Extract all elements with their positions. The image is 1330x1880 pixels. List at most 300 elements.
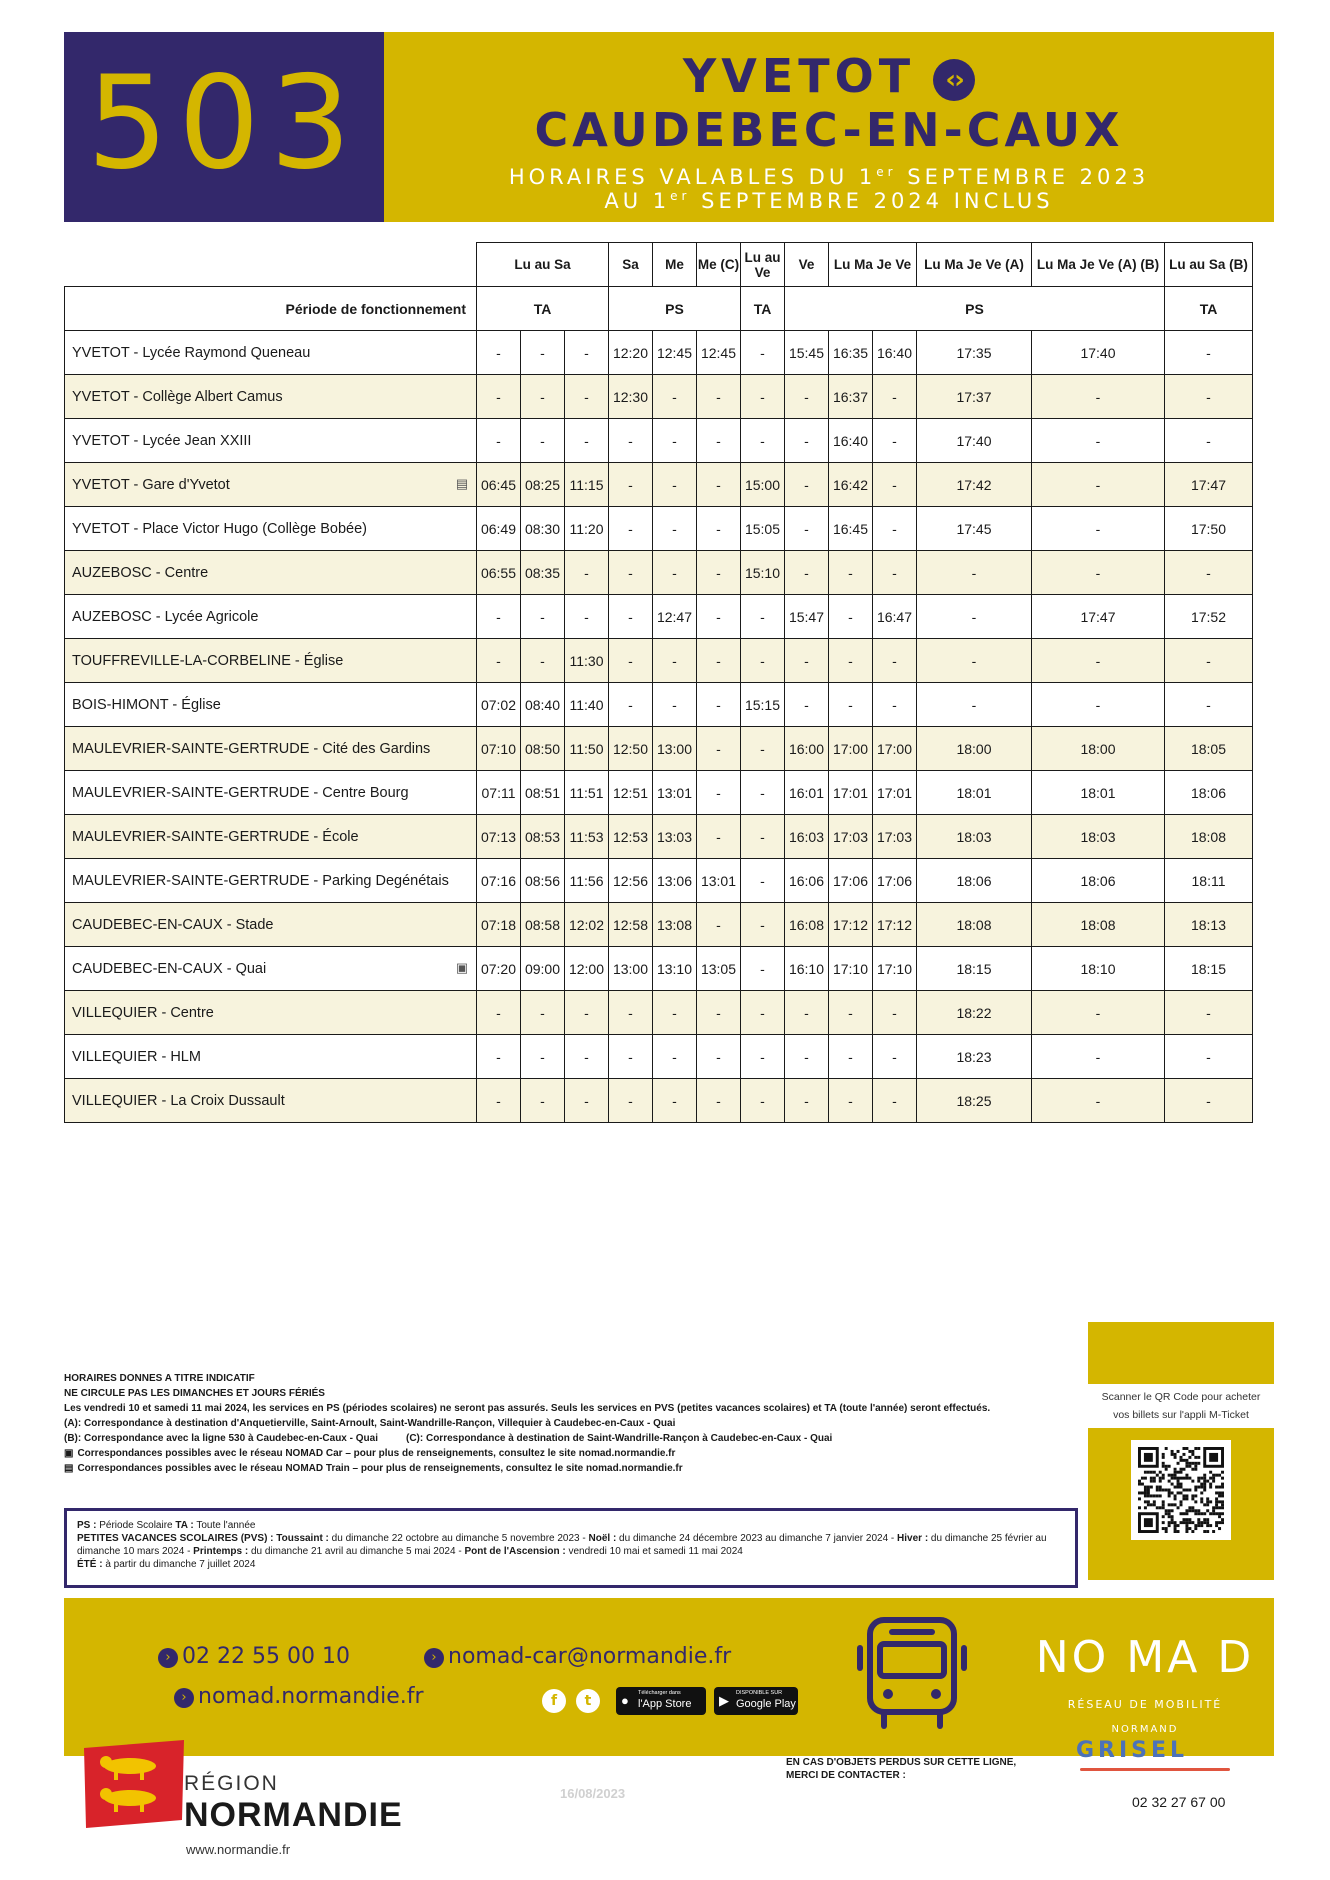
time-cell: 11:40 xyxy=(565,683,609,727)
arrow-icon: › xyxy=(174,1688,194,1708)
period-cell: PS xyxy=(609,287,741,331)
table-row xyxy=(65,595,1253,639)
legend-ps-ta: PS : Période Scolaire TA : Toute l'année xyxy=(77,1520,256,1531)
day-header: Me xyxy=(653,243,697,287)
time-cell: 08:56 xyxy=(521,859,565,903)
table-row xyxy=(65,551,1253,595)
time-cell: 17:50 xyxy=(1165,507,1253,551)
time-cell: 13:03 xyxy=(653,815,697,859)
day-header-row xyxy=(65,243,1253,287)
both-directions-icon: ‹› xyxy=(933,59,975,101)
app-store-badge[interactable]: ● Télécharger dans l'App Store xyxy=(616,1687,706,1715)
play-icon: ▶ xyxy=(719,1693,729,1708)
table-row xyxy=(65,815,1253,859)
email-link[interactable]: › nomad-car@normandie.fr xyxy=(424,1644,731,1669)
time-cell: 16:37 xyxy=(829,375,873,419)
time-cell: 12:45 xyxy=(697,331,741,375)
table-row xyxy=(65,991,1253,1035)
time-cell: - xyxy=(697,595,741,639)
time-cell: 18:06 xyxy=(1165,771,1253,815)
time-cell: - xyxy=(477,375,521,419)
time-cell: 18:15 xyxy=(1165,947,1253,991)
time-cell: 18:01 xyxy=(1032,771,1165,815)
time-cell: - xyxy=(565,375,609,419)
time-cell: - xyxy=(565,1035,609,1079)
time-cell: 18:22 xyxy=(917,991,1032,1035)
time-cell: - xyxy=(1165,991,1253,1035)
time-cell: - xyxy=(697,771,741,815)
qr-caption: Scanner le QR Code pour acheter vos billets sur l'appli M-Ticket xyxy=(1088,1384,1274,1428)
time-cell: - xyxy=(829,991,873,1035)
time-cell: - xyxy=(741,595,785,639)
time-cell: 17:06 xyxy=(873,859,917,903)
bus-icon: ▣ xyxy=(64,1448,74,1459)
time-cell: - xyxy=(521,1079,565,1123)
legend-box xyxy=(64,1508,1078,1588)
stop-name: AUZEBOSC - Lycée Agricole xyxy=(65,595,477,639)
time-cell: 18:11 xyxy=(1165,859,1253,903)
time-cell: 17:10 xyxy=(829,947,873,991)
train-icon: ▤ xyxy=(64,1463,74,1474)
day-header: Lu au Sa xyxy=(477,243,609,287)
time-cell: - xyxy=(697,683,741,727)
time-cell: 09:00 xyxy=(521,947,565,991)
time-cell: 07:20 xyxy=(477,947,521,991)
time-cell: - xyxy=(697,1035,741,1079)
region-name: NORMANDIE xyxy=(184,1796,403,1834)
time-cell: - xyxy=(741,419,785,463)
time-cell: 12:45 xyxy=(653,331,697,375)
table-row xyxy=(65,727,1253,771)
time-cell: - xyxy=(697,375,741,419)
time-cell: - xyxy=(917,551,1032,595)
table-row xyxy=(65,683,1253,727)
note-ne-circule: NE CIRCULE PAS LES DIMANCHES ET JOURS FÉRIÉS xyxy=(64,1388,325,1399)
time-cell: - xyxy=(785,991,829,1035)
time-cell: 08:58 xyxy=(521,903,565,947)
period-label: Période de fonctionnement xyxy=(65,287,477,331)
time-cell: - xyxy=(565,991,609,1035)
time-cell: - xyxy=(1032,507,1165,551)
time-cell: 12:58 xyxy=(609,903,653,947)
legend-ete: ÉTÉ : à partir du dimanche 7 juillet 2024 xyxy=(77,1559,256,1570)
time-cell: - xyxy=(1032,375,1165,419)
time-cell: - xyxy=(741,639,785,683)
time-cell: - xyxy=(609,595,653,639)
time-cell: 18:00 xyxy=(917,727,1032,771)
region-normandie-flag-icon xyxy=(78,1738,190,1830)
day-header: Lu au Sa (B) xyxy=(1165,243,1253,287)
region-word: RÉGION xyxy=(184,1772,279,1795)
time-cell: 18:06 xyxy=(917,859,1032,903)
note-indicatif: HORAIRES DONNES A TITRE INDICATIF xyxy=(64,1373,255,1384)
time-cell: - xyxy=(741,1035,785,1079)
time-cell: 13:08 xyxy=(653,903,697,947)
time-cell: - xyxy=(697,1079,741,1123)
time-cell: 16:03 xyxy=(785,815,829,859)
time-cell: - xyxy=(521,639,565,683)
time-cell: 11:56 xyxy=(565,859,609,903)
time-cell: 12:53 xyxy=(609,815,653,859)
timetable xyxy=(64,242,1253,1123)
time-cell: - xyxy=(521,331,565,375)
time-cell: 11:53 xyxy=(565,815,609,859)
time-cell: - xyxy=(477,419,521,463)
apple-icon: ● xyxy=(621,1693,629,1708)
time-cell: 07:02 xyxy=(477,683,521,727)
time-cell: 18:23 xyxy=(917,1035,1032,1079)
qr-code[interactable] xyxy=(1131,1440,1231,1540)
table-row xyxy=(65,771,1253,815)
header-blank-cell xyxy=(65,243,477,287)
bus-icon xyxy=(856,1612,968,1732)
time-cell: - xyxy=(741,947,785,991)
route-title-panel xyxy=(384,32,1274,222)
time-cell: 12:56 xyxy=(609,859,653,903)
time-cell: 18:08 xyxy=(1032,903,1165,947)
time-cell: - xyxy=(1165,419,1253,463)
time-cell: 17:01 xyxy=(829,771,873,815)
time-cell: - xyxy=(741,991,785,1035)
qr-code-image xyxy=(1138,1447,1224,1533)
time-cell: - xyxy=(609,639,653,683)
time-cell: - xyxy=(653,991,697,1035)
time-cell: 07:10 xyxy=(477,727,521,771)
time-cell: - xyxy=(785,463,829,507)
time-cell: - xyxy=(741,375,785,419)
time-cell: - xyxy=(653,551,697,595)
contact-band xyxy=(64,1598,1274,1756)
time-cell: 08:30 xyxy=(521,507,565,551)
time-cell: - xyxy=(1032,551,1165,595)
time-cell: - xyxy=(521,419,565,463)
operator-phone[interactable]: 02 32 27 67 00 xyxy=(1132,1794,1226,1810)
time-cell: 17:06 xyxy=(829,859,873,903)
time-cell: 11:50 xyxy=(565,727,609,771)
route-destination: CAUDEBEC-EN-CAUX xyxy=(534,103,1124,157)
time-cell: - xyxy=(1165,683,1253,727)
time-cell: - xyxy=(829,595,873,639)
time-cell: - xyxy=(1032,991,1165,1035)
time-cell: 06:45 xyxy=(477,463,521,507)
document-date: 16/08/2023 xyxy=(560,1786,626,1801)
operator-logo-underline xyxy=(1080,1768,1230,1771)
time-cell: - xyxy=(873,375,917,419)
table-row xyxy=(65,331,1253,375)
table-row xyxy=(65,859,1253,903)
time-cell: - xyxy=(1032,1035,1165,1079)
time-cell: 12:02 xyxy=(565,903,609,947)
time-cell: 07:13 xyxy=(477,815,521,859)
twitter-icon[interactable]: t xyxy=(576,1689,600,1713)
time-cell: - xyxy=(917,595,1032,639)
time-cell: - xyxy=(653,507,697,551)
time-cell: 11:30 xyxy=(565,639,609,683)
website-link[interactable]: › nomad.normandie.fr xyxy=(174,1684,424,1709)
arrow-icon: › xyxy=(158,1648,178,1668)
time-cell: 06:49 xyxy=(477,507,521,551)
nomad-logo: NO MA D xyxy=(1035,1632,1255,1683)
time-cell: 17:00 xyxy=(829,727,873,771)
stop-name: YVETOT - Lycée Raymond Queneau xyxy=(65,331,477,375)
nomad-tagline: RÉSEAU DE MOBILITÉ xyxy=(1067,1698,1223,1711)
day-header: Lu Ma Je Ve (A) xyxy=(917,243,1032,287)
region-url[interactable]: www.normandie.fr xyxy=(186,1842,291,1857)
train-icon: ▤ xyxy=(455,476,469,491)
time-cell: - xyxy=(697,903,741,947)
note-b-c: (B): Correspondance avec la ligne 530 à Caudebec-en-Caux - Quai (C): Correspondance à destination de Saint-Wandrille-Rançon à Caudebec-en-Caux - Quai xyxy=(64,1433,833,1444)
operator-logo: GRISEL xyxy=(1076,1738,1189,1763)
stop-name: VILLEQUIER - HLM xyxy=(65,1035,477,1079)
time-cell: - xyxy=(873,639,917,683)
time-cell: 18:08 xyxy=(917,903,1032,947)
time-cell: - xyxy=(609,419,653,463)
time-cell: - xyxy=(477,595,521,639)
time-cell: - xyxy=(521,991,565,1035)
time-cell: 17:00 xyxy=(873,727,917,771)
time-cell: - xyxy=(565,1079,609,1123)
time-cell: - xyxy=(477,1079,521,1123)
time-cell: 18:25 xyxy=(917,1079,1032,1123)
time-cell: - xyxy=(477,991,521,1035)
time-cell: - xyxy=(741,815,785,859)
time-cell: - xyxy=(873,1035,917,1079)
table-row xyxy=(65,1079,1253,1123)
time-cell: - xyxy=(741,331,785,375)
time-cell: 07:18 xyxy=(477,903,521,947)
time-cell: - xyxy=(829,551,873,595)
time-cell: 15:47 xyxy=(785,595,829,639)
table-row xyxy=(65,419,1253,463)
time-cell: - xyxy=(697,419,741,463)
time-cell: 08:51 xyxy=(521,771,565,815)
time-cell: - xyxy=(653,683,697,727)
period-cell: TA xyxy=(477,287,609,331)
time-cell: - xyxy=(1032,419,1165,463)
day-header: Ve xyxy=(785,243,829,287)
time-cell: - xyxy=(1165,1035,1253,1079)
stop-name: YVETOT - Gare d'Yvetot ▤ xyxy=(65,463,477,507)
time-cell: - xyxy=(785,683,829,727)
time-cell: 13:10 xyxy=(653,947,697,991)
stop-name: CAUDEBEC-EN-CAUX - Stade xyxy=(65,903,477,947)
time-cell: 18:01 xyxy=(917,771,1032,815)
note-mai: Les vendredi 10 et samedi 11 mai 2024, les services en PS (périodes scolaires) ne seront pas assurés. Seuls les services en PVS (petites vacances scolaires) et TA (toute l'année) seront effectués. xyxy=(64,1403,991,1414)
time-cell: - xyxy=(697,551,741,595)
time-cell: - xyxy=(697,815,741,859)
time-cell: - xyxy=(785,375,829,419)
time-cell: 17:12 xyxy=(829,903,873,947)
time-cell: - xyxy=(697,463,741,507)
time-cell: - xyxy=(565,331,609,375)
time-cell: - xyxy=(565,551,609,595)
time-cell: - xyxy=(829,1035,873,1079)
time-cell: - xyxy=(697,639,741,683)
time-cell: 16:45 xyxy=(829,507,873,551)
stop-name: VILLEQUIER - Centre xyxy=(65,991,477,1035)
qr-panel xyxy=(1088,1322,1274,1580)
time-cell: 08:35 xyxy=(521,551,565,595)
time-cell: 13:01 xyxy=(653,771,697,815)
table-row xyxy=(65,947,1253,991)
time-cell: 13:06 xyxy=(653,859,697,903)
time-cell: - xyxy=(697,991,741,1035)
stop-name: YVETOT - Lycée Jean XXIII xyxy=(65,419,477,463)
time-cell: 12:00 xyxy=(565,947,609,991)
note-nomad-train: ▤ Correspondances possibles avec le réseau NOMAD Train – pour plus de renseignements, consultez le site nomad.normandie.fr xyxy=(64,1463,683,1474)
time-cell: - xyxy=(1165,331,1253,375)
time-cell: - xyxy=(829,683,873,727)
time-cell: - xyxy=(873,419,917,463)
time-cell: 15:10 xyxy=(741,551,785,595)
time-cell: - xyxy=(917,683,1032,727)
time-cell: 17:40 xyxy=(917,419,1032,463)
table-row xyxy=(65,1035,1253,1079)
notes xyxy=(64,1372,1054,1477)
time-cell: - xyxy=(917,639,1032,683)
phone-link[interactable]: › 02 22 55 00 10 xyxy=(158,1644,350,1669)
day-header: Me (C) xyxy=(697,243,741,287)
google-play-badge[interactable]: ▶ DISPONIBLE SUR Google Play xyxy=(714,1687,798,1715)
time-cell: 08:53 xyxy=(521,815,565,859)
time-cell: 12:30 xyxy=(609,375,653,419)
time-cell: - xyxy=(697,507,741,551)
time-cell: 18:06 xyxy=(1032,859,1165,903)
time-cell: - xyxy=(873,507,917,551)
time-cell: 18:03 xyxy=(1032,815,1165,859)
bus-icon: ▣ xyxy=(455,960,469,975)
time-cell: 15:00 xyxy=(741,463,785,507)
time-cell: - xyxy=(1032,639,1165,683)
time-cell: 15:45 xyxy=(785,331,829,375)
time-cell: 11:15 xyxy=(565,463,609,507)
time-cell: 16:06 xyxy=(785,859,829,903)
time-cell: - xyxy=(1165,1079,1253,1123)
period-cell: TA xyxy=(1165,287,1253,331)
time-cell: 07:11 xyxy=(477,771,521,815)
time-cell: 15:15 xyxy=(741,683,785,727)
time-cell: - xyxy=(609,551,653,595)
time-cell: 17:52 xyxy=(1165,595,1253,639)
facebook-icon[interactable]: f xyxy=(542,1689,566,1713)
day-header: Sa xyxy=(609,243,653,287)
time-cell: 17:45 xyxy=(917,507,1032,551)
time-cell: 18:05 xyxy=(1165,727,1253,771)
time-cell: - xyxy=(521,1035,565,1079)
time-cell: 12:50 xyxy=(609,727,653,771)
time-cell: 18:15 xyxy=(917,947,1032,991)
day-header: Lu Ma Je Ve xyxy=(829,243,917,287)
stop-name: YVETOT - Place Victor Hugo (Collège Bobée) xyxy=(65,507,477,551)
time-cell: 13:05 xyxy=(697,947,741,991)
time-cell: 12:20 xyxy=(609,331,653,375)
time-cell: - xyxy=(521,595,565,639)
nomad-tagline-2: NORMAND xyxy=(1111,1724,1179,1735)
time-cell: 18:10 xyxy=(1032,947,1165,991)
time-cell: - xyxy=(741,903,785,947)
stop-name: AUZEBOSC - Centre xyxy=(65,551,477,595)
table-row xyxy=(65,903,1253,947)
time-cell: 13:00 xyxy=(609,947,653,991)
time-cell: - xyxy=(873,463,917,507)
time-cell: - xyxy=(785,1035,829,1079)
stop-name: BOIS-HIMONT - Église xyxy=(65,683,477,727)
time-cell: 17:03 xyxy=(873,815,917,859)
time-cell: 16:47 xyxy=(873,595,917,639)
time-cell: - xyxy=(741,771,785,815)
time-cell: 17:47 xyxy=(1165,463,1253,507)
time-cell: - xyxy=(653,375,697,419)
time-cell: 16:08 xyxy=(785,903,829,947)
time-cell: 12:51 xyxy=(609,771,653,815)
time-cell: - xyxy=(609,507,653,551)
note-nomad-car: ▣ Correspondances possibles avec le réseau NOMAD Car – pour plus de renseignements, consultez le site nomad.normandie.fr xyxy=(64,1448,676,1459)
time-cell: 12:47 xyxy=(653,595,697,639)
stop-name: MAULEVRIER-SAINTE-GERTRUDE - Cité des Gardins xyxy=(65,727,477,771)
time-cell: 11:51 xyxy=(565,771,609,815)
stop-name: VILLEQUIER - La Croix Dussault xyxy=(65,1079,477,1123)
stop-name: CAUDEBEC-EN-CAUX - Quai ▣ xyxy=(65,947,477,991)
time-cell: 08:50 xyxy=(521,727,565,771)
time-cell: - xyxy=(477,1035,521,1079)
time-cell: - xyxy=(1032,683,1165,727)
arrow-icon: › xyxy=(424,1648,444,1668)
validity-line-2: AU 1er SEPTEMBRE 2024 INCLUS xyxy=(604,189,1054,213)
time-cell: - xyxy=(697,727,741,771)
time-cell: 17:35 xyxy=(917,331,1032,375)
time-cell: 16:01 xyxy=(785,771,829,815)
stop-name: YVETOT - Collège Albert Camus xyxy=(65,375,477,419)
time-cell: 18:03 xyxy=(917,815,1032,859)
time-cell: 17:37 xyxy=(917,375,1032,419)
time-cell: - xyxy=(785,551,829,595)
time-cell: - xyxy=(477,639,521,683)
time-cell: - xyxy=(565,595,609,639)
time-cell: - xyxy=(653,463,697,507)
validity-line-1: HORAIRES VALABLES DU 1er SEPTEMBRE 2023 xyxy=(508,165,1150,189)
table-row xyxy=(65,507,1253,551)
table-row xyxy=(65,375,1253,419)
time-cell: - xyxy=(741,1079,785,1123)
day-header: Lu Ma Je Ve (A) (B) xyxy=(1032,243,1165,287)
time-cell: - xyxy=(741,727,785,771)
time-cell: - xyxy=(785,419,829,463)
time-cell: 13:00 xyxy=(653,727,697,771)
time-cell: - xyxy=(873,551,917,595)
time-cell: 18:08 xyxy=(1165,815,1253,859)
time-cell: - xyxy=(609,463,653,507)
time-cell: 08:25 xyxy=(521,463,565,507)
time-cell: - xyxy=(785,1079,829,1123)
time-cell: - xyxy=(1032,463,1165,507)
time-cell: - xyxy=(785,639,829,683)
time-cell: - xyxy=(609,1035,653,1079)
time-cell: 06:55 xyxy=(477,551,521,595)
time-cell: - xyxy=(1165,551,1253,595)
time-cell: - xyxy=(477,331,521,375)
line-number: 503 xyxy=(86,49,362,198)
table-row xyxy=(65,639,1253,683)
time-cell: - xyxy=(653,639,697,683)
time-cell: - xyxy=(609,683,653,727)
lost-items-note: EN CAS D'OBJETS PERDUS SUR CETTE LIGNE, MERCI DE CONTACTER : xyxy=(786,1757,1017,1781)
time-cell: - xyxy=(741,859,785,903)
time-cell: - xyxy=(565,419,609,463)
time-cell: 18:13 xyxy=(1165,903,1253,947)
period-row xyxy=(65,287,1253,331)
time-cell: - xyxy=(521,375,565,419)
time-cell: 07:16 xyxy=(477,859,521,903)
